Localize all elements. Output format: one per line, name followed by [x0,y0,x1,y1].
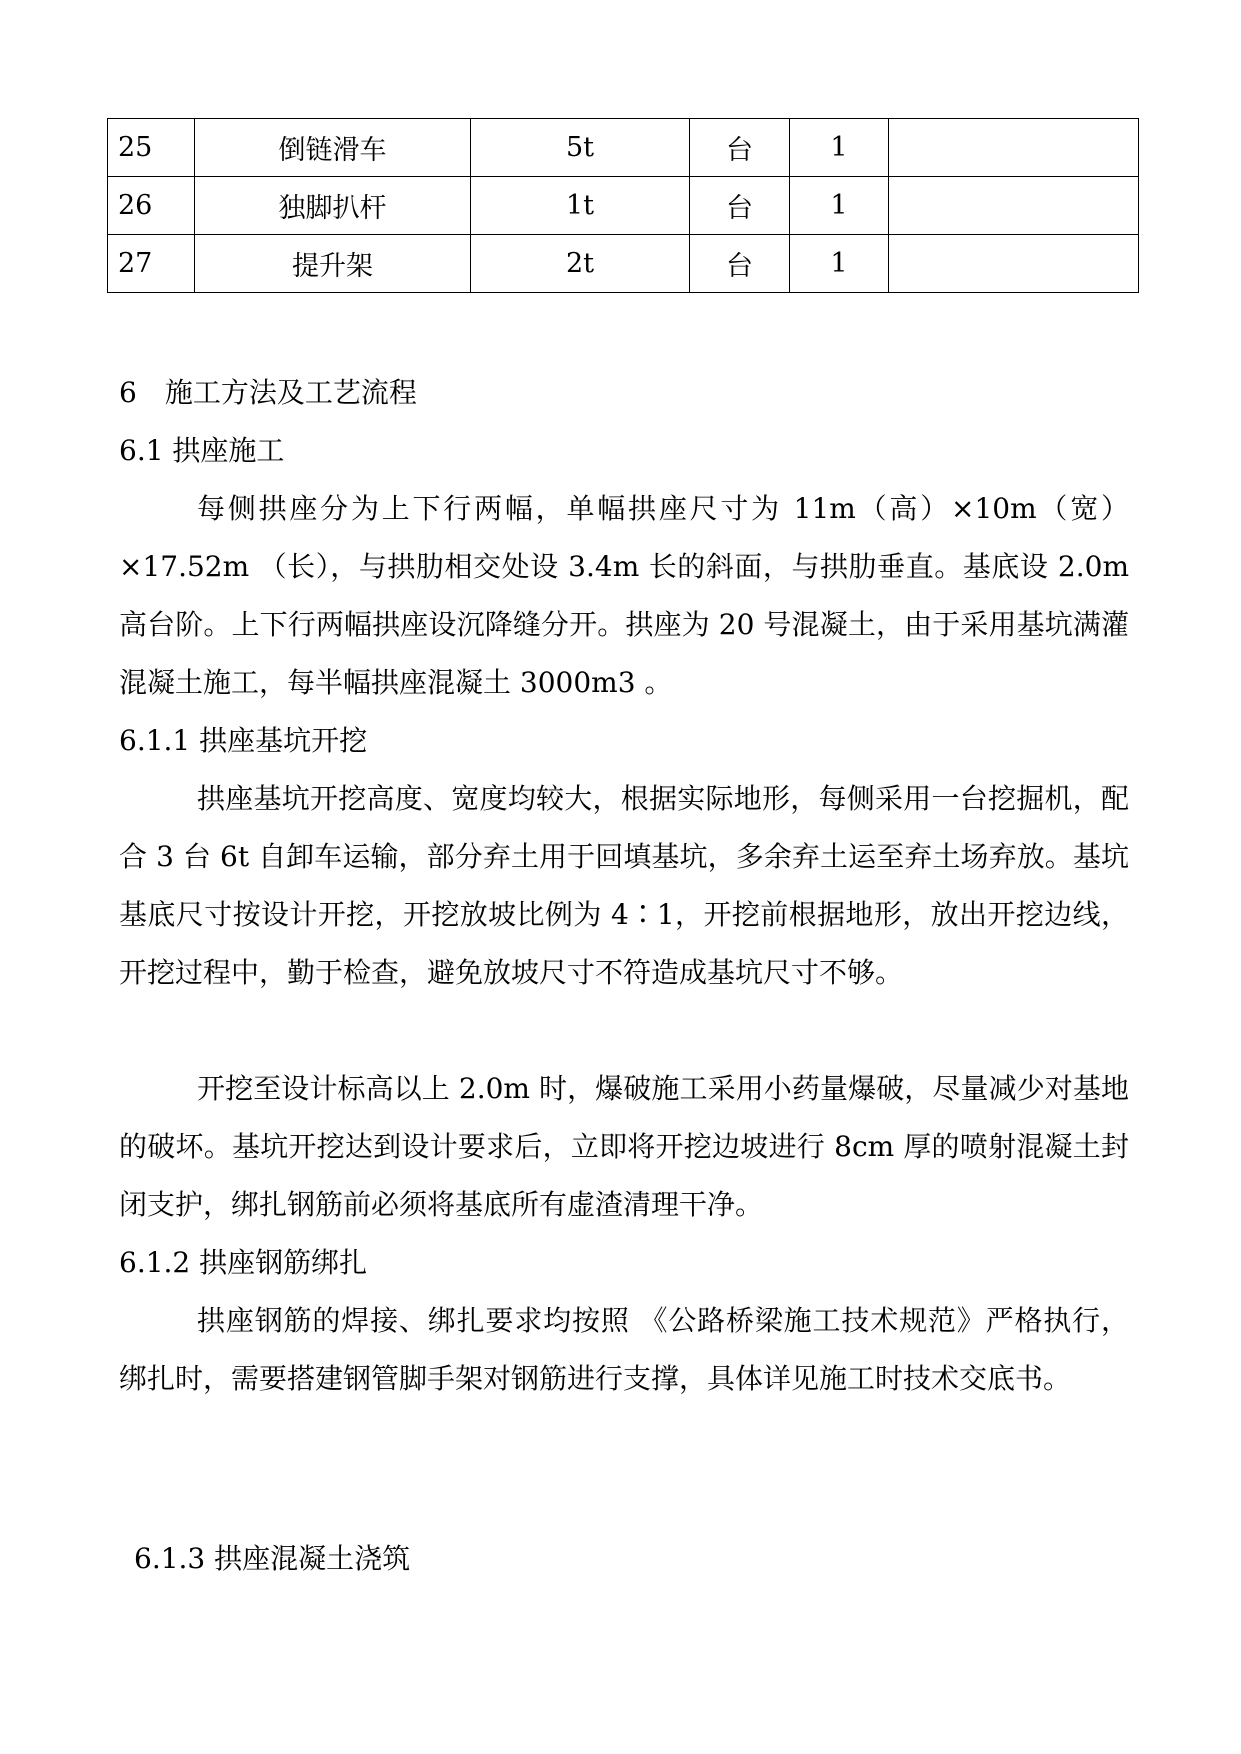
equipment-quantity-cell: 1 [790,119,889,177]
section-6-heading: 6 施工方法及工艺流程 [119,376,417,409]
section-6-1-1-paragraph-2: 开挖至设计标高以上 2.0m 时，爆破施工采用小药量爆破，尽量减少对基地的破坏。基坑开挖达到设计要求后，立即将开挖边坡进行 8cm 厚的喷射混凝土封闭支护，绑扎钢筋前必须将基底所有虚渣清理干净。 [119,1072,1129,1221]
equipment-spec-cell: 2t [471,235,690,293]
equipment-spec-cell: 1t [471,177,690,235]
equipment-quantity-cell: 1 [790,235,889,293]
section-6-1-2-heading: 6.1.2 拱座钢筋绑扎 [119,1246,368,1279]
row-number-cell: 25 [108,119,195,177]
equipment-quantity-cell: 1 [790,177,889,235]
section-6-1-heading: 6.1 拱座施工 [119,434,285,467]
equipment-name-cell: 独脚扒杆 [195,177,471,235]
equipment-unit-cell: 台 [690,235,790,293]
equipment-unit-cell: 台 [690,177,790,235]
section-6-1-1-paragraph-1: 拱座基坑开挖高度、宽度均较大，根据实际地形，每侧采用一台挖掘机，配合 3 台 6t 自卸车运输，部分弃土用于回填基坑，多余弃土运至弃土场弃放。基坑基底尺寸按设计开挖，开挖放坡比例为 4∶1，开挖前根据地形，放出开挖边线，开挖过程中，勤于检查，避免放坡尺寸不符造成基坑尺寸不够。 [119,782,1129,989]
section-6-1-2-paragraph: 拱座钢筋的焊接、绑扎要求均按照 《公路桥梁施工技术规范》严格执行，绑扎时，需要搭建钢管脚手架对钢筋进行支撑，具体详见施工时技术交底书。 [119,1304,1129,1395]
table-row [108,119,1139,177]
equipment-name-cell: 提升架 [195,235,471,293]
equipment-note-cell [889,235,1139,293]
section-6-1-3-heading: 6.1.3 拱座混凝土浇筑 [134,1542,411,1575]
equipment-spec-cell: 5t [471,119,690,177]
row-number-cell: 27 [108,235,195,293]
section-6-1-paragraph: 每侧拱座分为上下行两幅，单幅拱座尺寸为 11m（高）×10m（宽）×17.52m （长），与拱肋相交处设 3.4m 长的斜面，与拱肋垂直。基底设 2.0m 高台阶。上下行两幅拱座设沉降缝分开。拱座为 20 号混凝土，由于采用基坑满灌混凝土施工，每半幅拱座混凝土 3000m3 。 [119,492,1129,699]
section-6-1-1-heading: 6.1.1 拱座基坑开挖 [119,724,368,757]
equipment-note-cell [889,119,1139,177]
row-number-cell: 26 [108,177,195,235]
equipment-note-cell [889,177,1139,235]
table-row [108,235,1139,293]
equipment-name-cell: 倒链滑车 [195,119,471,177]
equipment-unit-cell: 台 [690,119,790,177]
table-row [108,177,1139,235]
equipment-table [107,118,1139,293]
